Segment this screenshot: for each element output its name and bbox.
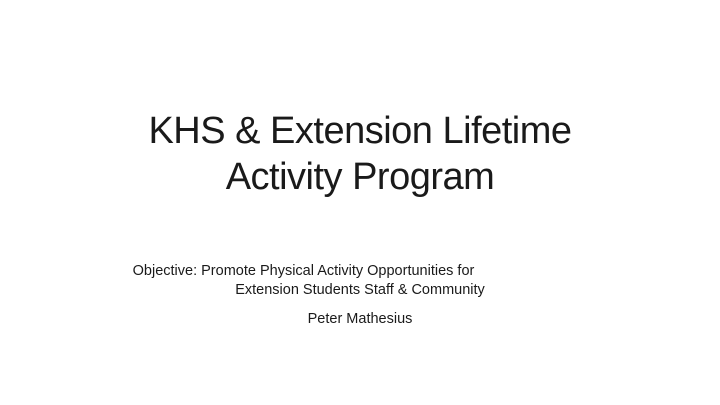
presenter-name: Peter Mathesius	[307, 311, 413, 327]
objective-line-2: Extension Students Staff & Community	[235, 282, 485, 298]
slide-title	[60, 108, 660, 200]
slide-subtitle	[60, 262, 660, 329]
objective-text	[60, 262, 660, 300]
slide-title-line-1: KHS & Extension Lifetime	[148, 110, 572, 152]
slide-title-line-2: Activity Program	[225, 156, 495, 198]
objective-line-1: Objective: Promote Physical Activity Opportunities for	[132, 263, 475, 279]
